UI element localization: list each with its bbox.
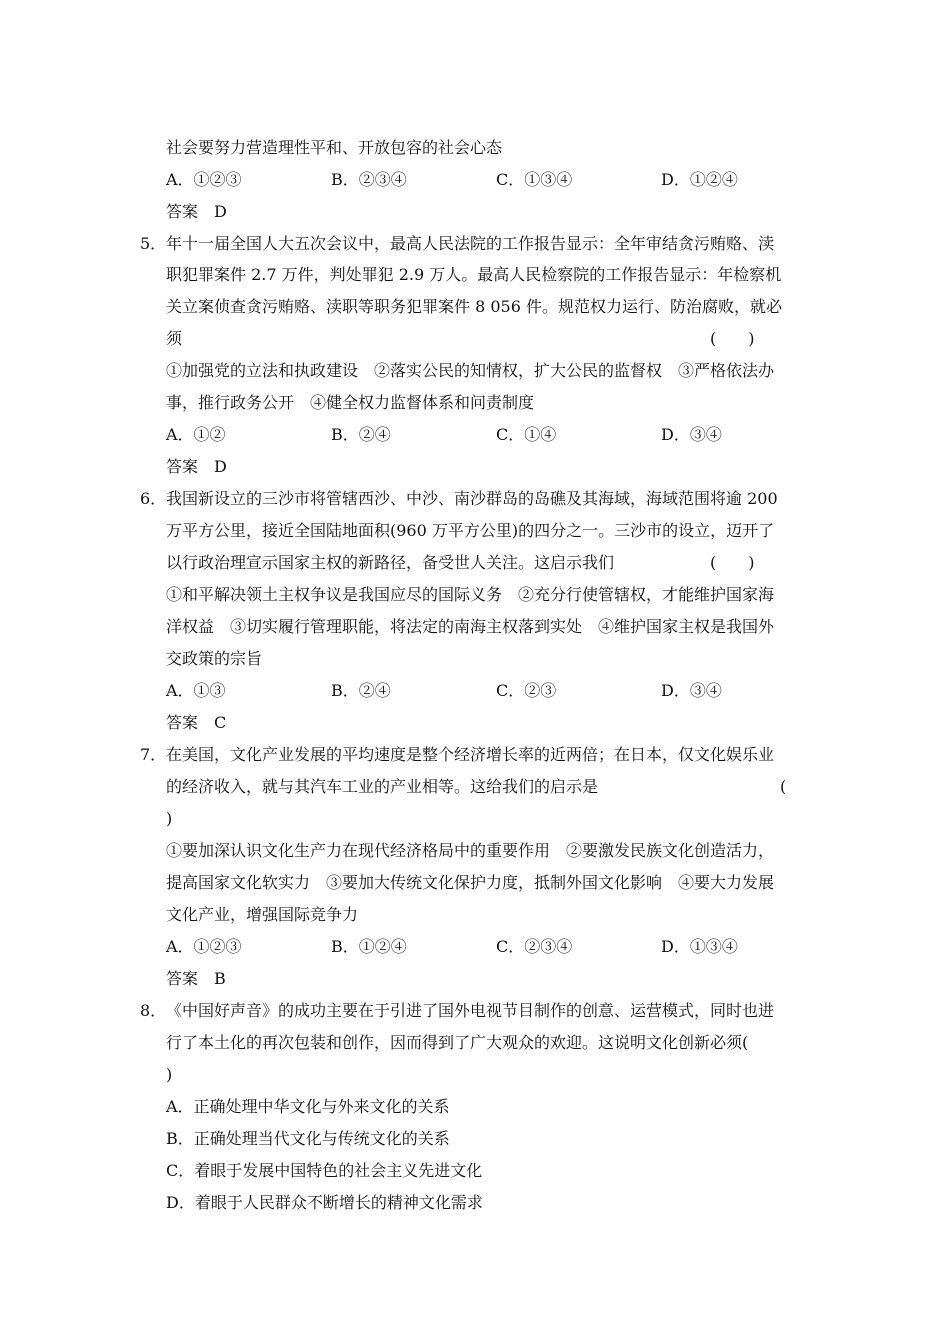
q5-text-1: 年十一届全国人大五次会议中，最高人民法院的工作报告显示：全年审结贪污贿赂、渎 (166, 234, 775, 253)
q5-item-2: 事，推行政务公开 ④健全权力监督体系和问责制度 (166, 393, 535, 412)
q4-tail-text: 社会要努力营造理性平和、开放包容的社会心态 (166, 138, 503, 157)
q6-option-c: C．②③ (496, 681, 557, 700)
q8-text-1: 《中国好声音》的成功主要在于引进了国外电视节目制作的创意、运营模式，同时也进 (166, 1001, 775, 1020)
q5-answer-blank: ( ) (710, 329, 755, 348)
q6-text-3: 以行政治理宣示国家主权的新路径，备受世人关注。这启示我们 (166, 553, 615, 572)
q5-option-a: A．①② (166, 425, 226, 444)
q6-number: 6． (140, 489, 167, 508)
q4-option-a: A．①②③ (166, 170, 242, 189)
q6-text-2: 万平方公里，接近全国陆地面积(960 万平方公里)的四分之一。三沙市的设立，迈开了 (166, 521, 775, 540)
q6-item-2: 洋权益 ③切实履行管理职能，将法定的南海主权落到实处 ④维护国家主权是我国外 (166, 617, 775, 636)
q6-answer: 答案 C (166, 713, 227, 732)
q7-option-a: A．①②③ (166, 937, 242, 956)
q5-number: 5． (140, 234, 167, 253)
q8-text-2: 行了本土化的再次包装和创作，因而得到了广大观众的欢迎。这说明文化创新必须( (166, 1033, 749, 1052)
q8-line-1 (140, 1000, 826, 1022)
q6-item-3: 交政策的宗旨 (166, 649, 263, 668)
q4-options (166, 169, 826, 191)
q6-text-1: 我国新设立的三沙市将管辖西沙、中沙、南沙群岛的岛礁及其海域，海域范围将逾 200 (166, 489, 778, 508)
q7-answer: 答案 B (166, 969, 226, 988)
q8-choice-b: B．正确处理当代文化与传统文化的关系 (166, 1129, 450, 1148)
q6-option-a: A．①③ (166, 681, 226, 700)
q6-line-1 (140, 488, 826, 510)
q8-text-3: ) (166, 1065, 173, 1084)
q4-option-c: C．①③④ (496, 170, 573, 189)
q5-option-d: D．③④ (661, 425, 722, 444)
q7-option-c: C．②③④ (496, 937, 573, 956)
q7-line-1 (140, 744, 826, 766)
q7-text-1: 在美国，文化产业发展的平均速度是整个经济增长率的近两倍；在日本，仅文化娱乐业 (166, 745, 775, 764)
q4-option-b: B．②③④ (331, 170, 407, 189)
q5-option-b: B．②④ (331, 425, 391, 444)
q6-item-1: ①和平解决领土主权争议是我国应尽的国际义务 ②充分行使管辖权，才能维护国家海 (166, 585, 775, 604)
q5-answer: 答案 D (166, 457, 227, 476)
q4-answer: 答案 D (166, 202, 227, 221)
q5-option-c: C．①④ (496, 425, 557, 444)
q7-item-1: ①要加深认识文化生产力在现代经济格局中的重要作用 ②要激发民族文化创造活力， (166, 841, 775, 860)
q8-number: 8． (140, 1001, 167, 1020)
q4-option-d: D．①②④ (661, 170, 738, 189)
q7-number: 7． (140, 745, 167, 764)
q6-answer-blank: ( ) (710, 553, 755, 572)
q7-options (166, 936, 826, 958)
q5-text-4: 须 (166, 329, 183, 348)
q7-answer-blank-open: ( (780, 777, 787, 796)
q8-choice-c: C．着眼于发展中国特色的社会主义先进文化 (166, 1161, 483, 1180)
q6-option-d: D．③④ (661, 681, 722, 700)
q5-item-1: ①加强党的立法和执政建设 ②落实公民的知情权，扩大公民的监督权 ③严格依法办 (166, 361, 775, 380)
q8-choice-a: A．正确处理中华文化与外来文化的关系 (166, 1097, 450, 1116)
q7-option-b: B．①②④ (331, 937, 407, 956)
q6-options (166, 680, 826, 702)
q5-options (166, 424, 826, 446)
q8-choice-d: D．着眼于人民群众不断增长的精神文化需求 (166, 1193, 483, 1212)
q7-text-3: ) (166, 809, 173, 828)
q5-line-1 (140, 233, 826, 255)
q5-text-3: 关立案侦查贪污贿赂、渎职等职务犯罪案件 8 056 件。规范权力运行、防治腐败，就必 (166, 297, 782, 316)
q7-item-3: 文化产业，增强国际竞争力 (166, 905, 359, 924)
q7-text-2: 的经济收入，就与其汽车工业的产业相等。这给我们的启示是 (166, 777, 599, 796)
q5-text-2: 职犯罪案件 2.7 万件，判处罪犯 2.9 万人。最高人民检察院的工作报告显示：年检察机 (166, 265, 782, 284)
q7-item-2: 提高国家文化软实力 ③要加大传统文化保护力度，抵制外国文化影响 ④要大力发展 (166, 873, 775, 892)
q7-option-d: D．①③④ (661, 937, 738, 956)
q6-option-b: B．②④ (331, 681, 391, 700)
